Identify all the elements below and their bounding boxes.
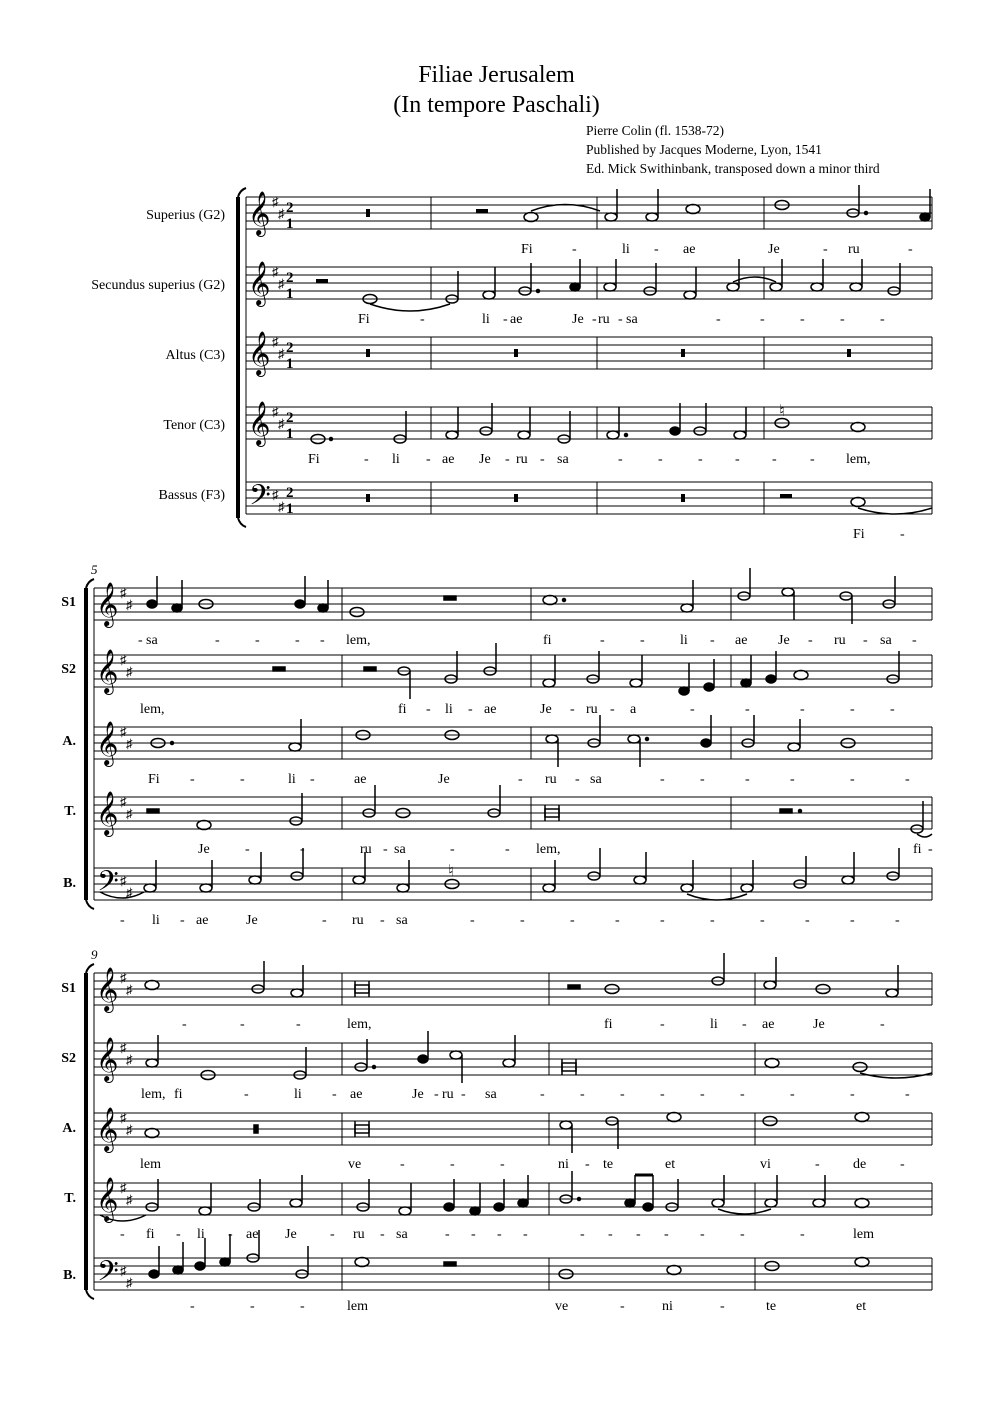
svg-text:ae: ae [442, 452, 455, 467]
svg-text:𝄞: 𝄞 [248, 333, 271, 375]
svg-text:-: - [720, 1299, 725, 1314]
svg-text:♯: ♯ [120, 794, 127, 809]
svg-text:Fi: Fi [853, 527, 865, 542]
svg-text:ae: ae [354, 772, 367, 787]
svg-text:ni: ni [662, 1299, 673, 1314]
svg-text:1: 1 [286, 216, 294, 232]
svg-text:-: - [660, 913, 665, 928]
svg-text:-: - [740, 1227, 745, 1242]
svg-text:-: - [790, 1087, 795, 1102]
svg-text:-: - [240, 772, 245, 787]
svg-text:-: - [575, 772, 580, 787]
svg-text:li: li [152, 913, 160, 928]
svg-text:-: - [228, 1227, 233, 1242]
svg-text:Fi: Fi [148, 772, 160, 787]
voice-short-a: A. [62, 734, 76, 749]
svg-text:𝄞: 𝄞 [96, 723, 119, 765]
svg-text:𝄞: 𝄞 [96, 1109, 119, 1151]
staff-superius-1 [246, 197, 932, 229]
svg-text:-: - [380, 1227, 385, 1242]
piece-subtitle: (In tempore Paschali) [393, 92, 600, 118]
svg-text:-: - [660, 772, 665, 787]
svg-text:ve: ve [348, 1157, 362, 1172]
composer-credit: Pierre Colin (fl. 1538-72) [586, 123, 724, 138]
svg-text:-: - [572, 242, 577, 257]
svg-text:-: - [450, 842, 455, 857]
svg-text:𝄞: 𝄞 [96, 1039, 119, 1081]
svg-text:♯: ♯ [126, 806, 133, 821]
svg-text:-: - [608, 1227, 613, 1242]
svg-text:-: - [636, 1227, 641, 1242]
svg-text:-: - [654, 242, 659, 257]
svg-text:-: - [540, 452, 545, 467]
svg-text:𝄞: 𝄞 [248, 263, 271, 305]
svg-text:Fi: Fi [308, 452, 320, 467]
svg-text:vi: vi [760, 1157, 771, 1172]
svg-text:-: - [900, 1157, 905, 1172]
svg-text:♯: ♯ [126, 982, 133, 997]
svg-text:-: - [300, 842, 305, 857]
svg-text:1: 1 [286, 286, 294, 302]
svg-text:li: li [392, 452, 400, 467]
svg-text:♯: ♯ [126, 664, 133, 679]
svg-text:-: - [600, 633, 605, 648]
svg-text:-: - [505, 452, 510, 467]
svg-text:li: li [445, 702, 453, 717]
svg-text:♮: ♮ [448, 863, 454, 880]
svg-text:-: - [523, 1227, 528, 1242]
svg-text:-: - [503, 312, 508, 327]
svg-text:-: - [905, 1087, 910, 1102]
svg-text:li: li [622, 242, 630, 257]
svg-text:-: - [445, 1227, 450, 1242]
svg-text:2: 2 [286, 340, 294, 356]
svg-text:-: - [850, 772, 855, 787]
svg-text:-: - [800, 702, 805, 717]
svg-text:ru: ru [516, 452, 528, 467]
svg-text:♯: ♯ [126, 1192, 133, 1207]
svg-text:-: - [800, 312, 805, 327]
svg-text:ae: ae [683, 242, 696, 257]
svg-text:-: - [615, 913, 620, 928]
svg-text:𝄞: 𝄞 [96, 793, 119, 835]
svg-text:sa: sa [394, 842, 406, 857]
svg-text:ae: ae [735, 633, 748, 648]
voice-label-superius: Superius (G2) [146, 208, 225, 223]
svg-text:sa: sa [626, 312, 638, 327]
voice-label-bassus: Bassus (F3) [158, 488, 225, 503]
svg-text:sa: sa [485, 1087, 497, 1102]
svg-text:-: - [850, 913, 855, 928]
svg-text:li: li [294, 1087, 302, 1102]
svg-text:-: - [364, 452, 369, 467]
svg-text:♯: ♯ [126, 1052, 133, 1067]
svg-text:sa: sa [880, 633, 892, 648]
svg-text:-: - [660, 1017, 665, 1032]
svg-text:li: li [197, 1227, 205, 1242]
svg-text:-: - [320, 633, 325, 648]
svg-text:1: 1 [286, 501, 294, 517]
svg-text:-: - [190, 1299, 195, 1314]
svg-text:lem: lem [853, 1227, 874, 1242]
voice-short-s1-3: S1 [61, 981, 76, 996]
svg-text:-: - [905, 772, 910, 787]
svg-text:de: de [853, 1157, 867, 1172]
notes-2 [100, 568, 932, 900]
svg-text:♯: ♯ [126, 885, 133, 900]
svg-text:♯: ♯ [120, 652, 127, 667]
svg-text:-: - [330, 1227, 335, 1242]
voice-short-t: T. [64, 804, 76, 819]
svg-text:ae: ae [484, 702, 497, 717]
svg-text:-: - [434, 1087, 439, 1102]
svg-text:a: a [630, 702, 637, 717]
svg-text:-: - [505, 842, 510, 857]
svg-text:𝄞: 𝄞 [96, 1179, 119, 1221]
voice-short-t-3: T. [64, 1191, 76, 1206]
svg-text:-: - [880, 312, 885, 327]
svg-text:-: - [716, 312, 721, 327]
svg-text:-: - [296, 1017, 301, 1032]
voice-short-a-3: A. [62, 1121, 76, 1136]
svg-text:et: et [856, 1299, 867, 1314]
svg-text:Fi: Fi [358, 312, 370, 327]
svg-text:2: 2 [286, 270, 294, 286]
voice-short-b: B. [63, 876, 76, 891]
svg-text:♯: ♯ [126, 736, 133, 751]
svg-text:♯: ♯ [120, 1263, 127, 1278]
svg-text:-: - [890, 702, 895, 717]
svg-text:fi: fi [604, 1017, 613, 1032]
svg-text:fi: fi [398, 702, 407, 717]
svg-text:Je: Je [778, 633, 790, 648]
svg-text:-: - [570, 913, 575, 928]
svg-text:-: - [664, 1227, 669, 1242]
svg-text:-: - [120, 1227, 125, 1242]
svg-text:lem,: lem, [141, 1087, 166, 1102]
svg-text:-: - [468, 702, 473, 717]
svg-text:♯: ♯ [120, 1110, 127, 1125]
svg-text:-: - [900, 527, 905, 542]
svg-text:ru: ru [442, 1087, 454, 1102]
svg-text:𝄞: 𝄞 [96, 584, 119, 626]
svg-text:-: - [810, 452, 815, 467]
svg-text:-: - [300, 1299, 305, 1314]
svg-text:Je: Je [540, 702, 552, 717]
svg-text:-: - [190, 772, 195, 787]
svg-text:-: - [138, 633, 143, 648]
svg-text:-: - [540, 1087, 545, 1102]
voice-label-tenor: Tenor (C3) [163, 418, 225, 433]
svg-text:Je: Je [412, 1087, 424, 1102]
svg-text:Je: Je [198, 842, 210, 857]
svg-text:-: - [461, 1087, 466, 1102]
svg-text:-: - [400, 1157, 405, 1172]
svg-text:♯: ♯ [120, 1180, 127, 1195]
svg-text:-: - [518, 772, 523, 787]
svg-text:ru: ru [834, 633, 846, 648]
svg-text:𝄢: 𝄢 [249, 481, 271, 518]
svg-text:-: - [735, 452, 740, 467]
svg-text:1: 1 [286, 426, 294, 442]
svg-text:2: 2 [286, 410, 294, 426]
svg-text:-: - [700, 1227, 705, 1242]
svg-text:-: - [660, 1087, 665, 1102]
svg-text:-: - [295, 633, 300, 648]
svg-text:-: - [700, 1087, 705, 1102]
svg-text:sa: sa [396, 913, 408, 928]
svg-text:Je: Je [246, 913, 258, 928]
svg-text:ru: ru [353, 1227, 365, 1242]
system-3 [61, 947, 932, 1314]
svg-text:♯: ♯ [272, 194, 279, 209]
svg-text:-: - [772, 452, 777, 467]
svg-text:-: - [620, 1087, 625, 1102]
svg-text:ae: ae [246, 1227, 259, 1242]
svg-text:-: - [426, 702, 431, 717]
svg-text:lem,: lem, [536, 842, 561, 857]
svg-text:𝄞: 𝄞 [248, 193, 271, 235]
notes-superius-1 [524, 185, 930, 222]
svg-text:Je: Je [285, 1227, 297, 1242]
svg-text:ae: ae [762, 1017, 775, 1032]
svg-text:li: li [680, 633, 688, 648]
svg-text:-: - [450, 1157, 455, 1172]
svg-text:ae: ae [510, 312, 523, 327]
svg-text:-: - [850, 1087, 855, 1102]
svg-text:♯: ♯ [120, 970, 127, 985]
staves-3 [94, 973, 932, 1290]
notes-3 [100, 953, 932, 1279]
svg-text:fi: fi [146, 1227, 155, 1242]
svg-text:fi: fi [174, 1087, 183, 1102]
svg-text:𝄞: 𝄞 [96, 651, 119, 693]
svg-text:𝄢: 𝄢 [97, 1257, 119, 1294]
svg-text:lem: lem [140, 1157, 161, 1172]
svg-text:ae: ae [350, 1087, 363, 1102]
svg-text:-: - [470, 913, 475, 928]
svg-text:-: - [620, 1299, 625, 1314]
svg-text:-: - [895, 913, 900, 928]
svg-text:Je: Je [768, 242, 780, 257]
svg-text:-: - [880, 1017, 885, 1032]
svg-text:-: - [805, 913, 810, 928]
svg-text:-: - [240, 1017, 245, 1032]
svg-text:♯: ♯ [120, 724, 127, 739]
svg-text:lem,: lem, [346, 633, 371, 648]
svg-text:ru: ru [586, 702, 598, 717]
svg-text:♯: ♯ [278, 499, 285, 514]
svg-text:et: et [665, 1157, 676, 1172]
svg-text:♯: ♯ [278, 416, 285, 431]
svg-text:li: li [288, 772, 296, 787]
svg-text:Je: Je [572, 312, 584, 327]
svg-text:𝄢: 𝄢 [97, 867, 119, 904]
svg-text:-: - [500, 1157, 505, 1172]
svg-text:lem: lem [347, 1299, 368, 1314]
clefs-2 [96, 583, 133, 904]
measure-number-9: 9 [91, 947, 98, 962]
svg-text:-: - [215, 633, 220, 648]
svg-text:-: - [823, 242, 828, 257]
svg-text:fi: fi [543, 633, 552, 648]
svg-text:-: - [760, 312, 765, 327]
publisher-credit: Published by Jacques Moderne, Lyon, 1541 [586, 142, 822, 157]
svg-text:Je: Je [438, 772, 450, 787]
svg-text:-: - [745, 702, 750, 717]
staff-secundus-1 [246, 267, 932, 299]
svg-text:♯: ♯ [126, 597, 133, 612]
svg-text:te: te [766, 1299, 777, 1314]
svg-text:-: - [618, 452, 623, 467]
piece-title: Filiae Jerusalem [418, 62, 575, 88]
svg-text:𝄞: 𝄞 [248, 403, 271, 445]
staves-2 [94, 588, 932, 900]
svg-text:-: - [250, 1299, 255, 1314]
svg-text:-: - [740, 1087, 745, 1102]
editor-credit: Ed. Mick Swithinbank, transposed down a minor third [586, 161, 880, 176]
svg-text:-: - [808, 633, 813, 648]
svg-text:te: te [603, 1157, 614, 1172]
svg-text:Je: Je [813, 1017, 825, 1032]
svg-text:♯: ♯ [278, 276, 285, 291]
svg-text:li: li [482, 312, 490, 327]
system-2 [61, 562, 933, 928]
svg-text:-: - [800, 1227, 805, 1242]
svg-text:-: - [745, 772, 750, 787]
svg-text:-: - [120, 913, 125, 928]
svg-text:-: - [690, 702, 695, 717]
svg-text:-: - [520, 913, 525, 928]
svg-text:ru: ru [360, 842, 372, 857]
svg-text:♯: ♯ [272, 334, 279, 349]
svg-text:-: - [585, 1157, 590, 1172]
voice-short-s1: S1 [61, 595, 76, 610]
svg-text:lem,: lem, [846, 452, 871, 467]
svg-text:-: - [380, 913, 385, 928]
svg-text:♯: ♯ [120, 585, 127, 600]
svg-text:-: - [322, 913, 327, 928]
staff-bassus-1 [246, 482, 932, 514]
voice-short-s2: S2 [61, 662, 76, 677]
clefs-3 [96, 968, 133, 1294]
svg-text:ru: ru [545, 772, 557, 787]
svg-text:-: - [698, 452, 703, 467]
svg-text:♯: ♯ [272, 487, 279, 502]
svg-text:ru: ru [598, 312, 610, 327]
svg-text:lem,: lem, [140, 702, 165, 717]
svg-text:Je: Je [479, 452, 491, 467]
svg-text:-: - [618, 312, 623, 327]
svg-text:ae: ae [196, 913, 209, 928]
svg-text:-: - [310, 772, 315, 787]
svg-text:♯: ♯ [278, 346, 285, 361]
svg-text:-: - [710, 633, 715, 648]
svg-text:1: 1 [286, 356, 294, 372]
svg-text:-: - [497, 1227, 502, 1242]
svg-text:lem,: lem, [347, 1017, 372, 1032]
svg-text:-: - [255, 633, 260, 648]
svg-text:2: 2 [286, 200, 294, 216]
svg-text:-: - [592, 312, 597, 327]
svg-text:-: - [790, 772, 795, 787]
svg-text:-: - [710, 913, 715, 928]
svg-text:♯: ♯ [120, 1040, 127, 1055]
svg-text:-: - [383, 842, 388, 857]
svg-text:-: - [658, 452, 663, 467]
svg-text:li: li [710, 1017, 718, 1032]
voice-label-altus: Altus (C3) [165, 348, 225, 363]
svg-text:fi: fi [913, 842, 922, 857]
svg-text:-: - [850, 702, 855, 717]
svg-text:ru: ru [848, 242, 860, 257]
system-1 [91, 185, 932, 542]
svg-text:-: - [245, 842, 250, 857]
svg-text:-: - [180, 913, 185, 928]
svg-text:♯: ♯ [272, 404, 279, 419]
svg-text:♯: ♯ [272, 264, 279, 279]
svg-text:-: - [580, 1227, 585, 1242]
svg-text:2: 2 [286, 485, 294, 501]
clefs-and-signatures-1 [248, 192, 294, 518]
svg-text:𝄞: 𝄞 [96, 969, 119, 1011]
svg-text:-: - [863, 633, 868, 648]
svg-text:sa: sa [557, 452, 569, 467]
staff-tenor-1 [246, 407, 932, 439]
svg-text:ni: ni [558, 1157, 569, 1172]
svg-text:-: - [700, 772, 705, 787]
svg-text:-: - [760, 913, 765, 928]
svg-text:-: - [928, 842, 933, 857]
svg-text:-: - [908, 242, 913, 257]
voice-label-secundus: Secundus superius (G2) [91, 278, 225, 293]
svg-text:-: - [610, 702, 615, 717]
svg-text:sa: sa [146, 633, 158, 648]
svg-text:-: - [420, 312, 425, 327]
svg-text:-: - [426, 452, 431, 467]
svg-text:ru: ru [352, 913, 364, 928]
measure-number-5: 5 [91, 562, 98, 577]
svg-text:♯: ♯ [278, 206, 285, 221]
svg-text:-: - [182, 1017, 187, 1032]
svg-text:sa: sa [396, 1227, 408, 1242]
svg-text:ve: ve [555, 1299, 569, 1314]
svg-text:-: - [640, 633, 645, 648]
svg-text:-: - [912, 633, 917, 648]
svg-text:sa: sa [590, 772, 602, 787]
svg-text:♯: ♯ [126, 1275, 133, 1290]
svg-text:-: - [332, 1087, 337, 1102]
svg-text:Fi: Fi [521, 242, 533, 257]
svg-text:-: - [742, 1017, 747, 1032]
svg-text:-: - [176, 1227, 181, 1242]
svg-text:-: - [471, 1227, 476, 1242]
staff-altus-1 [246, 337, 932, 369]
svg-text:♮: ♮ [779, 403, 785, 420]
svg-text:♯: ♯ [126, 1122, 133, 1137]
voice-short-b-3: B. [63, 1268, 76, 1283]
voice-short-s2-3: S2 [61, 1051, 76, 1066]
svg-text:♯: ♯ [120, 873, 127, 888]
svg-text:-: - [840, 312, 845, 327]
svg-text:-: - [580, 1087, 585, 1102]
svg-text:-: - [244, 1087, 249, 1102]
svg-text:-: - [570, 702, 575, 717]
svg-text:-: - [815, 1157, 820, 1172]
